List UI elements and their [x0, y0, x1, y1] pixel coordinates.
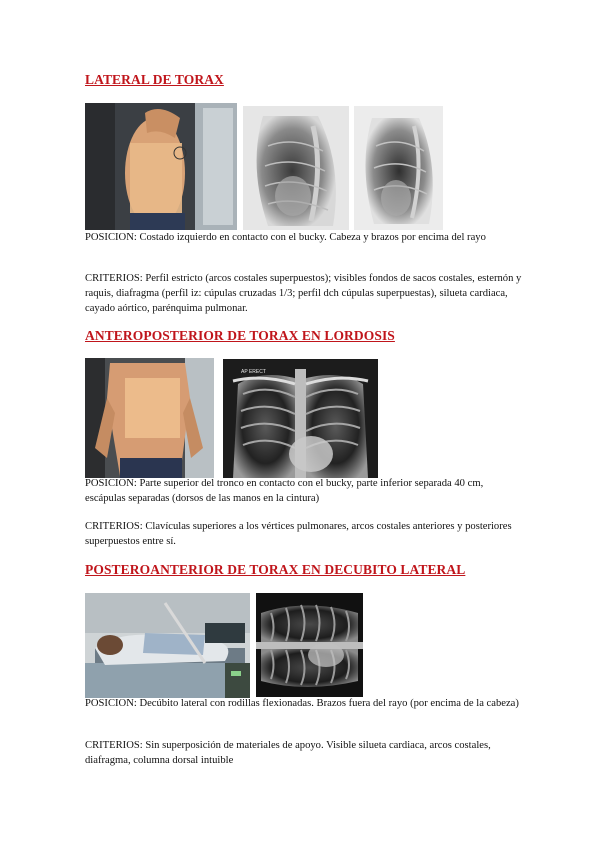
section-posicion-lateral: POSICION: Costado izquierdo en contacto con el bucky. Cabeza y brazos por encima del rayo: [85, 232, 486, 243]
xray-ap-lordosis: [223, 359, 378, 478]
section-posicion-lordosis: POSICION: Parte superior del tronco en contacto con el bucky, parte inferior separada 40 cm, escápulas separadas (dorsos de las manos en la cintura): [85, 478, 484, 504]
section-heading-lordosis: ANTEROPOSTERIOR DE TORAX EN LORDOSIS: [85, 328, 395, 343]
patient-lateral-photo: [85, 103, 237, 230]
xray-lateral-1: [243, 106, 349, 230]
section-heading-lateral: LATERAL DE TORAX: [85, 72, 224, 87]
section-criterios-lordosis: CRITERIOS: Clavículas superiores a los vértices pulmonares, arcos costales anteriores y posteriores superpuestos entre sí.: [85, 521, 512, 547]
xray-label: AP ERECT: [241, 369, 266, 375]
patient-decubito-photo: [85, 593, 250, 698]
section-criterios-decubito: CRITERIOS: Sin superposición de materiales de apoyo. Visible silueta cardiaca, arcos costales, diafragma, columna dorsal intuible: [85, 740, 491, 766]
xray-decubito: [256, 593, 363, 697]
xray-lateral-2: [354, 106, 443, 230]
section-criterios-lateral: CRITERIOS: Perfil estricto (arcos costales superpuestos); visibles fondos de sacos costales, esternón y raquis, diafragma (perfil iz: cúpulas cruzadas 1/3; perfil dch cúpulas superpuestas), silueta cardiaca, cayado aórtico, parénquima pulmonar.: [85, 273, 522, 314]
section-heading-decubito: POSTEROANTERIOR DE TORAX EN DECUBITO LATERAL: [85, 562, 466, 577]
patient-lordosis-photo: [85, 358, 214, 478]
section-posicion-decubito: POSICION: Decúbito lateral con rodillas flexionadas. Brazos fuera del rayo (por encima de la cabeza): [85, 698, 519, 709]
